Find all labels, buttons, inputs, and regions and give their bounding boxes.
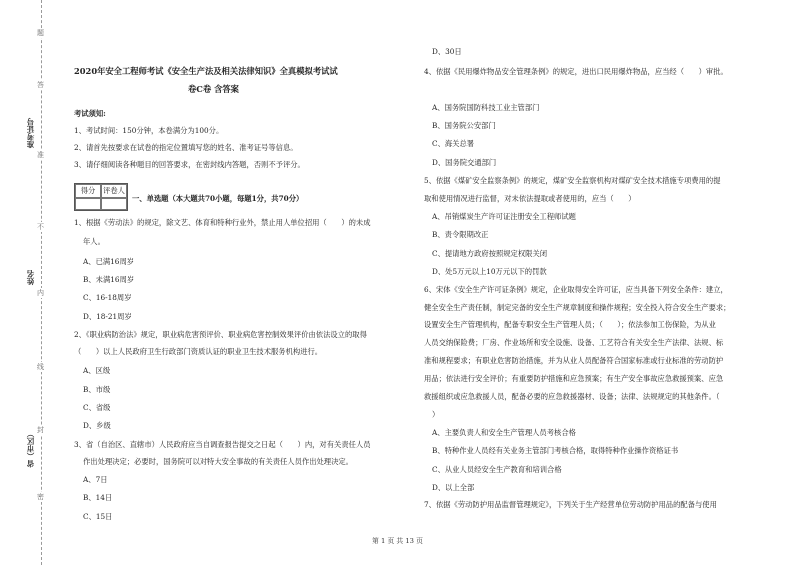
question-line: D、乡级 [83, 421, 111, 430]
question-line: C、16-18周岁 [83, 293, 132, 302]
question-line: A、已满16周岁 [83, 257, 135, 266]
question-line: 救援组织或应急救援人员，配备必要的应急救援器材、设备；法律、法规规定的其他条件。（ [424, 392, 720, 401]
notice-item: 3、请仔细阅读各种题目的回答要求，在密封线内答题，否则不予评分。 [74, 160, 305, 169]
question-line: B、14日 [83, 493, 113, 502]
question-line: 健全安全生产责任制，制定完备的安全生产规章制度和操作规程；安全投入符合安全生产要求； [424, 303, 731, 312]
question-line: （ ）以上人民政府卫生行政部门资质认证的职业卫生技术服务机构进行。 [74, 347, 323, 356]
question-line: A、区级 [83, 366, 111, 375]
question-line: B、市级 [83, 385, 111, 394]
question-line: 准和规程要求；有职业危害防治措施，并为从业人员配备符合国家标准或行业标准的劳动防护 [424, 356, 724, 365]
question-line: 3、省（自治区、直辖市）人民政府应当自调查报告提交之日起（ ）内，对有关责任人员 [74, 440, 371, 449]
grader-cell: 评卷人 [101, 184, 127, 198]
question-line: 4、依据《民用爆炸物品安全管理条例》的规定，进出口民用爆炸物品，应当经（ ）审批。 [424, 67, 728, 76]
grader-empty-cell [101, 198, 127, 210]
page-title-line2: 卷C卷 含答案 [188, 84, 239, 94]
name-label: 姓名 [26, 270, 35, 285]
question-line: C、从业人员经安全生产教育和培训合格 [432, 465, 562, 474]
question-line: 人员交纳保险费；厂房、作业场所和安全设施、设备、工艺符合有关安全生产法律、法规、标 [424, 338, 724, 347]
margin-char: 准 [37, 151, 44, 159]
question-line: 6、宋体《安全生产许可证条例》规定，企业取得安全许可证，应当具备下列安全条件：建立， [424, 285, 728, 294]
question-line: B、责令限期改正 [432, 230, 489, 239]
question-line: 年人。 [83, 237, 105, 246]
province-label: 省（市区） [26, 430, 35, 468]
question-line: C、15日 [83, 512, 113, 521]
question-line: 1、根据《劳动法》的规定，除文艺、体育和特种行业外，禁止用人单位招用（ ）的未成 [74, 218, 371, 227]
question-line: A、吊销煤炭生产许可证注册安全工程师试题 [432, 212, 576, 221]
notice-item: 2、请首先按要求在试卷的指定位置填写您的姓名、准考证号等信息。 [74, 143, 298, 152]
question-line: A、7日 [83, 475, 108, 484]
question-line: D、国务院交通部门 [432, 158, 497, 167]
margin-char: 内 [37, 289, 44, 297]
question-line: B、未满16周岁 [83, 275, 135, 284]
question-line: 5、依据《煤矿安全监察条例》的规定，煤矿安全监察机构对煤矿安全技术措施专项费用的提 [424, 176, 721, 185]
margin-char: 密 [37, 493, 44, 501]
page-title: 2020年安全工程师考试《安全生产法及相关法律知识》全真模拟考试试 [74, 66, 338, 76]
margin-char: 答 [37, 81, 44, 89]
question-line: 取和使用情况进行监督，对未依法提取或者使用的，应当（ ） [424, 194, 636, 203]
score-empty-cell [75, 198, 101, 210]
question-line: 设置安全生产管理机构，配备专职安全生产管理人员；（ ）；依法参加工伤保险，为从业 [424, 320, 716, 329]
question-line: A、主要负责人和安全生产管理人员考核合格 [432, 428, 576, 437]
question-line: B、国务院公安部门 [432, 121, 496, 130]
question-line: D、30日 [432, 47, 462, 56]
question-line: 2、《职业病防治法》规定，职业病危害预评价、职业病危害控制效果评价由依法设立的取得 [74, 330, 367, 339]
question-line: D、18-21周岁 [83, 312, 132, 321]
exam-id-label: 准考证号 [26, 118, 35, 148]
margin-char: 不 [37, 223, 44, 231]
margin-char: 线 [37, 363, 44, 371]
question-line: D、处5万元以上10万元以下的罚款 [432, 267, 547, 276]
margin-char: 封 [37, 426, 44, 434]
page-footer: 第 1 页 共 13 页 [372, 537, 423, 545]
question-line: 用品；依法进行安全评价；有重要防护措施和应急预案；有生产安全事故应急救援预案、应急 [424, 374, 724, 383]
question-line: 7、依据《劳动防护用品监督管理规定》，下列关于生产经营单位劳动防护用品的配备与使用 [424, 500, 717, 509]
question-line: D、以上全部 [432, 483, 475, 492]
notice-item: 1、考试时间：150分钟，本卷满分为100分。 [74, 126, 224, 135]
question-line: 作出处理决定；必要时，国务院可以对特大安全事故的有关责任人员作出处理决定。 [83, 457, 353, 466]
question-line: A、国务院国防科技工业主管部门 [432, 103, 540, 112]
score-cell: 得分 [75, 184, 101, 198]
question-line: B、特种作业人员经有关业务主管部门考核合格，取得特种作业操作资格证书 [432, 446, 679, 455]
margin-char: 题 [37, 29, 44, 37]
notice-heading: 考试须知: [74, 109, 106, 118]
question-line: ） [432, 410, 440, 419]
question-line: C、提请地方政府按照规定权限关闭 [432, 249, 548, 258]
question-line: C、海关总署 [432, 139, 475, 148]
section-heading: 一、单选题（本大题共70小题，每题1分，共70分） [132, 194, 304, 203]
question-line: C、省级 [83, 403, 111, 412]
score-box [74, 183, 128, 211]
